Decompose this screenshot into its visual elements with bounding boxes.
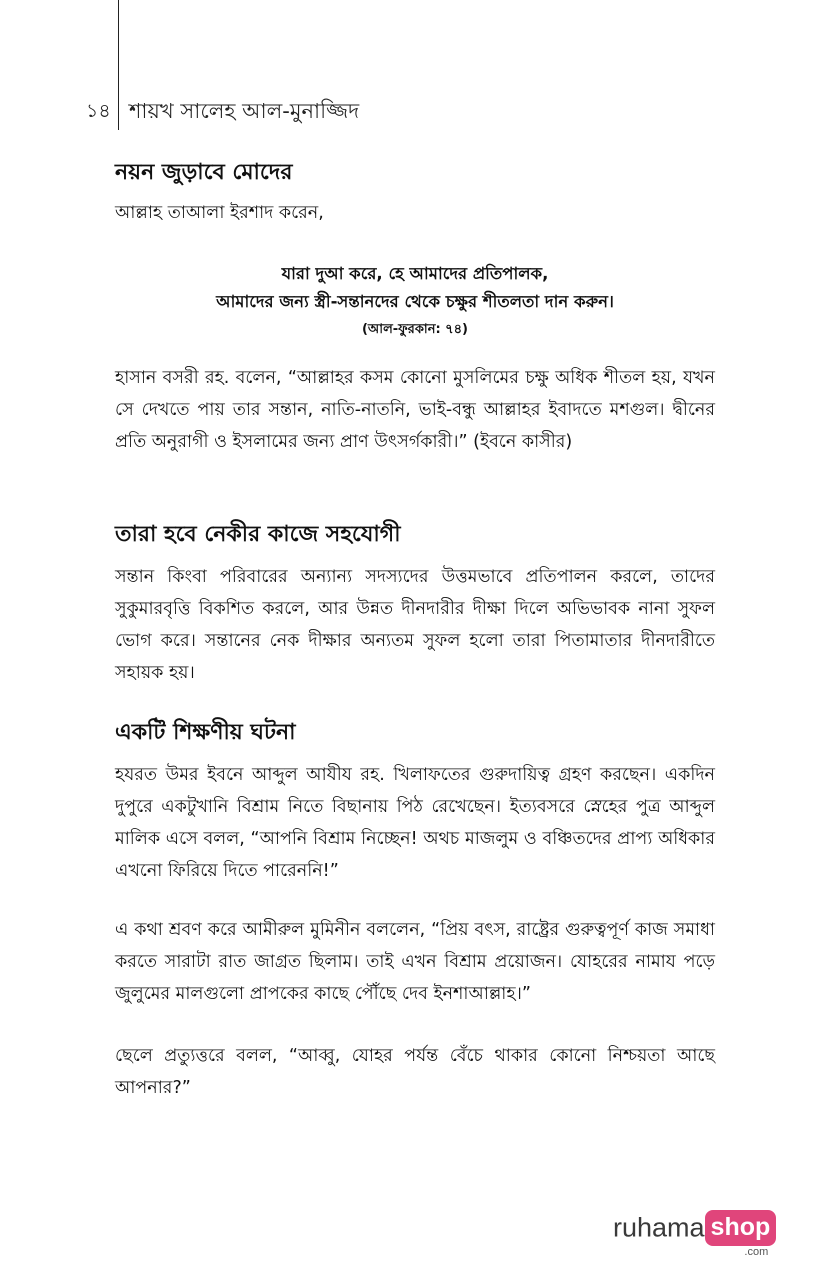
heading-nayan-jurabe: নয়ন জুড়াবে মোদের xyxy=(115,160,293,185)
intro-text: আল্লাহ তাআলা ইরশাদ করেন, xyxy=(115,203,324,223)
quran-verse-block xyxy=(115,260,715,344)
paragraph-text: এ কথা শ্রবণ করে আমীরুল মুমিনীন বললেন, “প্রিয় বৎস, রাষ্ট্রের গুরুত্বপূর্ণ কাজ সমাধা করতে সারাটা রাত জাগ্রত ছিলাম। তাই এখন বিশ্রাম প্রয়োজন। যোহরের নামায পড়ে জুলুমের মালগুলো প্রাপকের কাছে পৌঁছে দেব ইনশাআল্লাহ।” xyxy=(115,920,715,1004)
paragraph-text: হযরত উমর ইবনে আব্দুল আযীয রহ. খিলাফতের গুরুদায়িত্ব গ্রহণ করছেন। একদিন দুপুরে একটুখানি বিশ্রাম নিতে বিছানায় পিঠ রেখেছেন। ইত্যবসরে স্নেহের পুত্র আব্দুল মালিক এসে বলল, “আপনি বিশ্রাম নিচ্ছেন! অথচ মাজলুম ও বঞ্চিতদের প্রাপ্য অধিকার এখনো ফিরিয়ে দিতে পারেননি!” xyxy=(115,765,715,881)
header-rule xyxy=(118,0,119,130)
paragraph-text: হাসান বসরী রহ. বলেন, “আল্লাহর কসম কোনো মুসলিমের চক্ষু অধিক শীতল হয়, যখন সে দেখতে পায় তার সন্তান, নাতি-নাতনি, ভাই-বন্ধু আল্লাহর ইবাদতে মশগুল। দ্বীনের প্রতি অনুরাগী ও ইসলামের জন্য প্রাণ উৎসর্গকারী।” (ইবনে কাসীর) xyxy=(115,368,715,452)
paragraph-hasan-basri xyxy=(115,362,715,458)
intro-line xyxy=(115,197,715,229)
running-title: শায়খ সালেহ আল-মুনাজ্জিদ xyxy=(129,99,360,123)
section-heading-2 xyxy=(115,517,715,554)
section-heading-3 xyxy=(115,715,715,752)
paragraph-text: ছেলে প্রত্যুত্তরে বলল, “আব্বু, যোহর পর্যন্ত বেঁচে থাকার কোনো নিশ্চয়তা আছে আপনার?” xyxy=(115,1046,715,1098)
paragraph-umar xyxy=(115,759,715,887)
verse-line-1: যারা দুআ করে, হে আমাদের প্রতিপালক, xyxy=(281,264,549,283)
section-heading-1 xyxy=(115,155,715,192)
page-number: ১৪ xyxy=(86,100,111,122)
paragraph-amirul-muminin xyxy=(115,914,715,1010)
heading-neki-sahojogi: তারা হবে নেকীর কাজে সহযোগী xyxy=(115,522,401,547)
heading-shikkhoniyo-ghotona: একটি শিক্ষণীয় ঘটনা xyxy=(115,720,296,745)
ruhamashop-logo xyxy=(613,1210,776,1258)
verse-line-2: আমাদের জন্য স্ত্রী-সন্তানদের থেকে চক্ষুর শীতলতা দান করুন। xyxy=(216,292,614,311)
logo-text-com: .com xyxy=(744,1246,769,1258)
verse-reference: (আল-ফুরকান: ৭৪) xyxy=(361,322,469,337)
paragraph-chele xyxy=(115,1040,715,1104)
paragraph-text: সন্তান কিংবা পরিবারের অন্যান্য সদস্যদের উত্তমভাবে প্রতিপালন করলে, তাদের সুকুমারবৃত্তি বিকশিত করলে, আর উন্নত দীনদারীর দীক্ষা দিলে অভিভাবক নানা সুফল ভোগ করে। সন্তানের নেক দীক্ষার অন্যতম সুফল হলো তারা পিতামাতার দীনদারীতে সহায়ক হয়। xyxy=(115,567,715,683)
logo-text-shop: shop xyxy=(705,1210,777,1246)
paragraph-santan xyxy=(115,561,715,689)
logo-text-ruhama: ruhama xyxy=(613,1212,705,1243)
